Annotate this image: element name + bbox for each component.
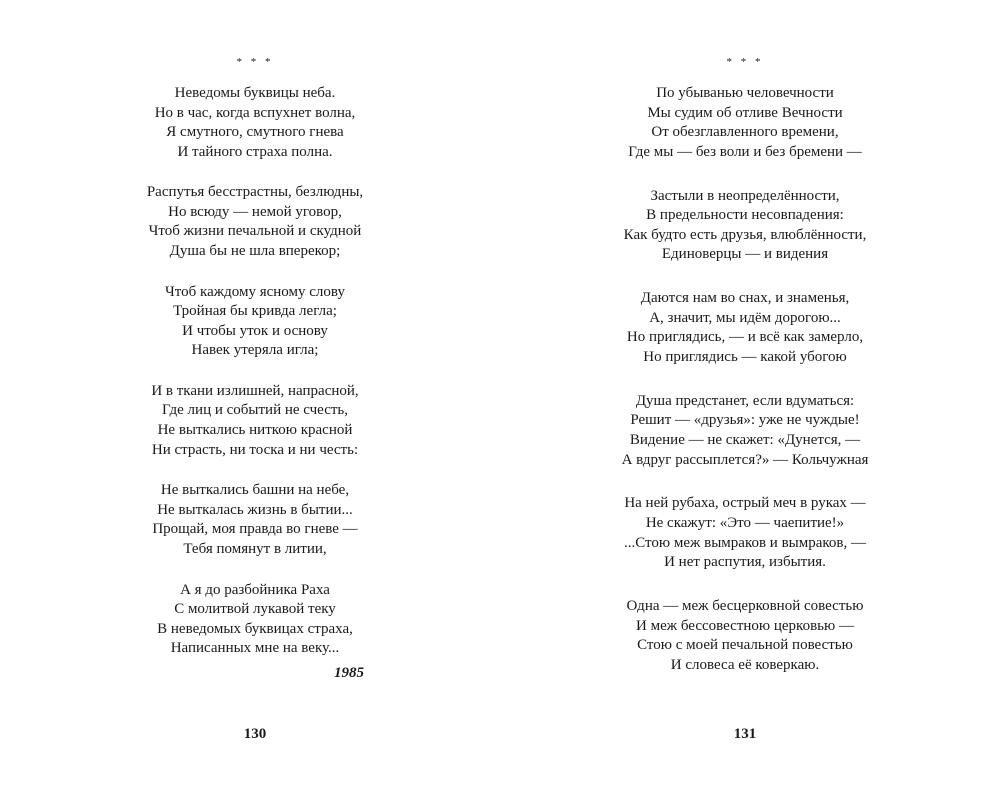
stanza bbox=[130, 183, 380, 261]
verse-line: Где мы — без воли и без бремени — bbox=[628, 143, 862, 160]
verse-line: И в ткани излишней, напрасной, bbox=[151, 382, 359, 399]
verse-line: В неведомых буквицах страха, bbox=[157, 620, 353, 637]
verse-line: Не скажут: «Это — чаепитие!» bbox=[645, 514, 845, 531]
verse-line: И тайного страха полна. bbox=[177, 143, 333, 160]
stanza bbox=[590, 84, 900, 162]
verse-line: Распутья бесстрастны, безлюдны, bbox=[146, 184, 364, 201]
verse-line: С молитвой лукавой теку bbox=[174, 601, 336, 618]
verse-line: Написанных мне на веку... bbox=[170, 640, 340, 657]
poem-date: 1985 bbox=[334, 665, 364, 681]
section-ornament: * * * bbox=[726, 56, 764, 68]
verse-line: И нет распутия, избытия. bbox=[664, 554, 826, 571]
verse-line: Неведомы буквицы неба. bbox=[174, 85, 336, 101]
page-number: 131 bbox=[733, 726, 757, 742]
verse-line: Но приглядись — какой убогою bbox=[643, 348, 847, 365]
verse-line: Не выткались ниткою красной bbox=[157, 422, 353, 439]
verse-line: Застыли в неопределённости, bbox=[650, 187, 840, 204]
verse-line: Чтоб жизни печальной и скудной bbox=[148, 223, 362, 240]
verse-line: Ни страсть, ни тоска и ни честь: bbox=[151, 441, 359, 458]
stanza bbox=[130, 283, 380, 361]
stanza bbox=[590, 187, 900, 265]
verse-line: ...Стою меж вымраков и вымраков, — bbox=[624, 534, 866, 551]
verse-line: И словеса её коверкаю. bbox=[670, 656, 820, 673]
page-number: 130 bbox=[243, 726, 267, 742]
verse-line: На ней рубаха, острый меч в руках — bbox=[624, 495, 866, 512]
stanza bbox=[130, 581, 380, 659]
verse-line: Прощай, моя правда во гневе — bbox=[152, 521, 358, 538]
stanza bbox=[590, 392, 900, 470]
verse-line: Не выткалась жизнь в бытии... bbox=[157, 501, 353, 518]
verse-line: Душа бы не шла вперекор; bbox=[169, 243, 341, 260]
verse-line: Но в час, когда вспухнет волна, bbox=[154, 104, 356, 121]
verse-line: И меж бессовестною церковью — bbox=[636, 617, 854, 634]
stanza bbox=[590, 597, 900, 675]
verse-line: Мы судим об отливе Вечности bbox=[647, 104, 843, 121]
verse-line: А, значит, мы идём дорогою... bbox=[649, 309, 841, 326]
left-page bbox=[130, 0, 380, 800]
verse-line: Навек утеряла игла; bbox=[191, 342, 319, 359]
verse-line: И чтобы уток и основу bbox=[182, 322, 328, 339]
verse-line: Одна — меж бесцерковной совестью bbox=[626, 598, 864, 614]
verse-line: Видение — не скажет: «Дунется, — bbox=[629, 431, 861, 448]
verse-line: Тройная бы кривда легла; bbox=[173, 303, 337, 320]
verse-line: Не выткались башни на небе, bbox=[160, 482, 350, 499]
verse-line: Как будто есть друзья, влюблённости, bbox=[623, 226, 867, 243]
verse-line: Даются нам во снах, и знаменья, bbox=[640, 290, 850, 307]
stanza bbox=[130, 382, 380, 460]
verse-line: В предельности несовпадения: bbox=[646, 207, 844, 224]
verse-line: Тебя помянут в литии, bbox=[183, 540, 327, 557]
stanza bbox=[590, 289, 900, 367]
stanza bbox=[130, 84, 380, 162]
verse-line: По убыванью человечности bbox=[656, 85, 834, 101]
verse-line: Душа предстанет, если вдуматься: bbox=[635, 392, 855, 409]
verse-line: Решит — «друзья»: уже не чуждые! bbox=[630, 412, 860, 429]
verse-line: А я до разбойника Раха bbox=[180, 581, 330, 598]
right-page bbox=[590, 0, 900, 800]
verse-line: Но всюду — немой уговор, bbox=[168, 203, 342, 220]
stanza bbox=[130, 481, 380, 559]
verse-line: Стою с моей печальной повестью bbox=[637, 637, 853, 654]
verse-line: А вдруг рассыплется?» — Кольчужная bbox=[621, 451, 869, 468]
verse-line: Я смутного, смутного гнева bbox=[166, 124, 344, 141]
stanza bbox=[590, 494, 900, 572]
verse-line: Чтоб каждому ясному слову bbox=[165, 283, 345, 300]
section-ornament: * * * bbox=[236, 56, 274, 68]
verse-line: Где лиц и событий не счесть, bbox=[161, 402, 349, 419]
verse-line: Единоверцы — и видения bbox=[661, 246, 829, 263]
verse-line: Но приглядись, — и всё как замерло, bbox=[626, 329, 864, 346]
verse-line: От обезглавленного времени, bbox=[651, 124, 839, 141]
